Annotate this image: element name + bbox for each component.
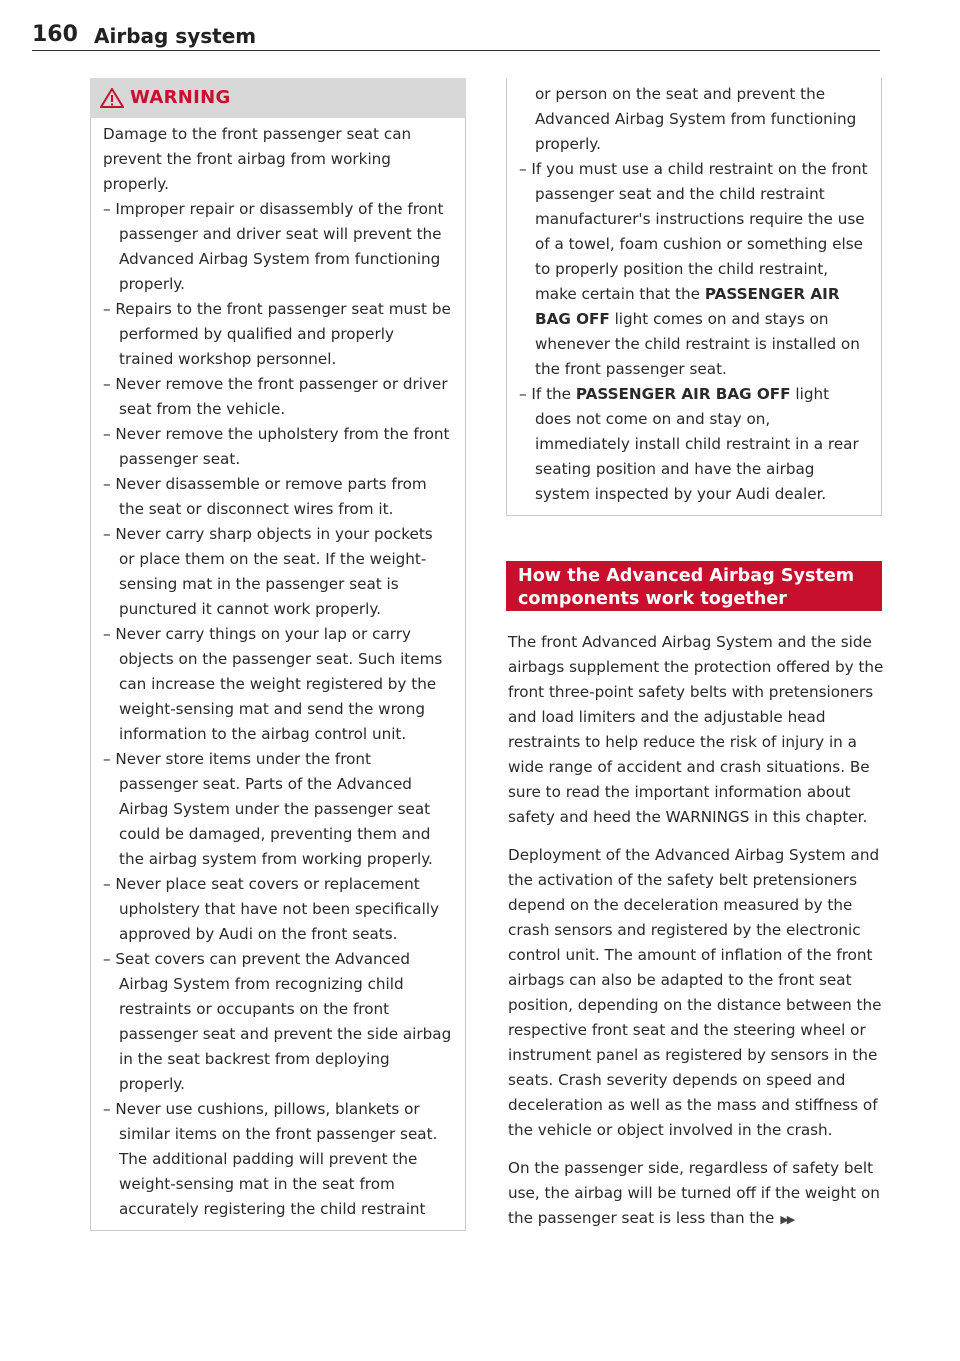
list-item [519, 157, 869, 382]
paragraph [508, 1156, 884, 1232]
page-header [32, 22, 880, 51]
list-item [519, 382, 869, 507]
warning-body [90, 118, 466, 1231]
list-item: – Improper repair or disassembly of the front passenger and driver seat will prevent the Advanced Airbag System from functioning properly. [103, 197, 453, 297]
bullet-text: If you must use a child restraint on the front passenger seat and the child restraint manufacturer's instructions require the use of a towel, foam cushion or something else to properly position the child restraint, make certain that the [531, 160, 868, 303]
paragraph: Deployment of the Advanced Airbag System and the activation of the safety belt pretensioners depend on the deceleration measured by the crash sensors and registered by the electronic control unit. The amount of inflation of the front airbags can also be adapted to the front seat position, depending on the distance between the respective front seat and the steering wheel or instrument panel as registered by sensors in the seats. Crash severity depends on speed and deceleration as well as the mass and stiffness of the vehicle or object involved in the crash. [508, 846, 882, 1139]
passenger-airbag-off-label: PASSENGER AIR BAG OFF [535, 285, 840, 328]
list-item: – Never use cushions, pillows, blankets or similar items on the front passenger seat. The additional padding will prevent the weight-sensing mat in the seat from accurately registering the child restraint [103, 1097, 453, 1222]
list-item: – Repairs to the front passenger seat must be performed by qualified and properly trained workshop personnel. [103, 297, 453, 372]
bullet-text: light comes on and stays on whenever the child restraint is installed on the front passenger seat. [535, 310, 860, 378]
bullet-text: light does not come on and stay on, immediately install child restraint in a rear seating position and have the airbag system inspected by your Audi dealer. [535, 385, 859, 503]
list-item: – Never place seat covers or replacement upholstery that have not been specifically approved by Audi on the front seats. [103, 872, 453, 947]
paragraph-text: On the passenger side, regardless of safety belt use, the airbag will be turned off if the weight on the passenger seat is less than the [508, 1159, 880, 1227]
list-item: – Never store items under the front passenger seat. Parts of the Advanced Airbag System under the passenger seat could be damaged, preventing them and the airbag system from working properly. [103, 747, 453, 872]
warning-intro: Damage to the front passenger seat can prevent the front airbag from working properly. [103, 125, 412, 193]
list-item: – Never disassemble or remove parts from the seat or disconnect wires from it. [103, 472, 453, 522]
page-number: 160 [32, 22, 78, 47]
warning-box [90, 78, 466, 1231]
warning-continued-box [506, 78, 882, 516]
warning-title: WARNING [130, 87, 231, 108]
list-item: – Seat covers can prevent the Advanced Airbag System from recognizing child restraints or occupants on the front passenger seat and prevent the side airbag in the seat backrest from deploying properly. [103, 947, 453, 1097]
continue-arrow-icon: ▶▶ [780, 1213, 794, 1226]
section-heading: How the Advanced Airbag System components work together [506, 561, 882, 611]
warning-triangle-icon [100, 88, 124, 108]
section-body [508, 630, 884, 1245]
list-item: – Never carry sharp objects in your pockets or place them on the seat. If the weight-sensing mat in the passenger seat is punctured it cannot work properly. [103, 522, 453, 622]
list-item: – Never remove the front passenger or driver seat from the vehicle. [103, 372, 453, 422]
list-item: – Never remove the upholstery from the front passenger seat. [103, 422, 453, 472]
section-title: Airbag system [94, 24, 257, 48]
list-item: – Never carry things on your lap or carry objects on the passenger seat. Such items can increase the weight registered by the weight-sensing mat and send the wrong information to the airbag control unit. [103, 622, 453, 747]
passenger-airbag-off-label: PASSENGER AIR BAG OFF [575, 385, 791, 403]
bullet-text: If the [531, 385, 571, 403]
warning-header [90, 78, 466, 118]
warning-continued-text: or person on the seat and prevent the Advanced Airbag System from functioning properly. [535, 85, 857, 153]
paragraph: The front Advanced Airbag System and the side airbags supplement the protection offered by the front three-point safety belts with pretensioners and load limiters and the adjustable head restraints to help reduce the risk of injury in a wide range of accident and crash situations. Be sure to read the important information about safety and heed the WARNINGS in this chapter. [508, 633, 884, 826]
